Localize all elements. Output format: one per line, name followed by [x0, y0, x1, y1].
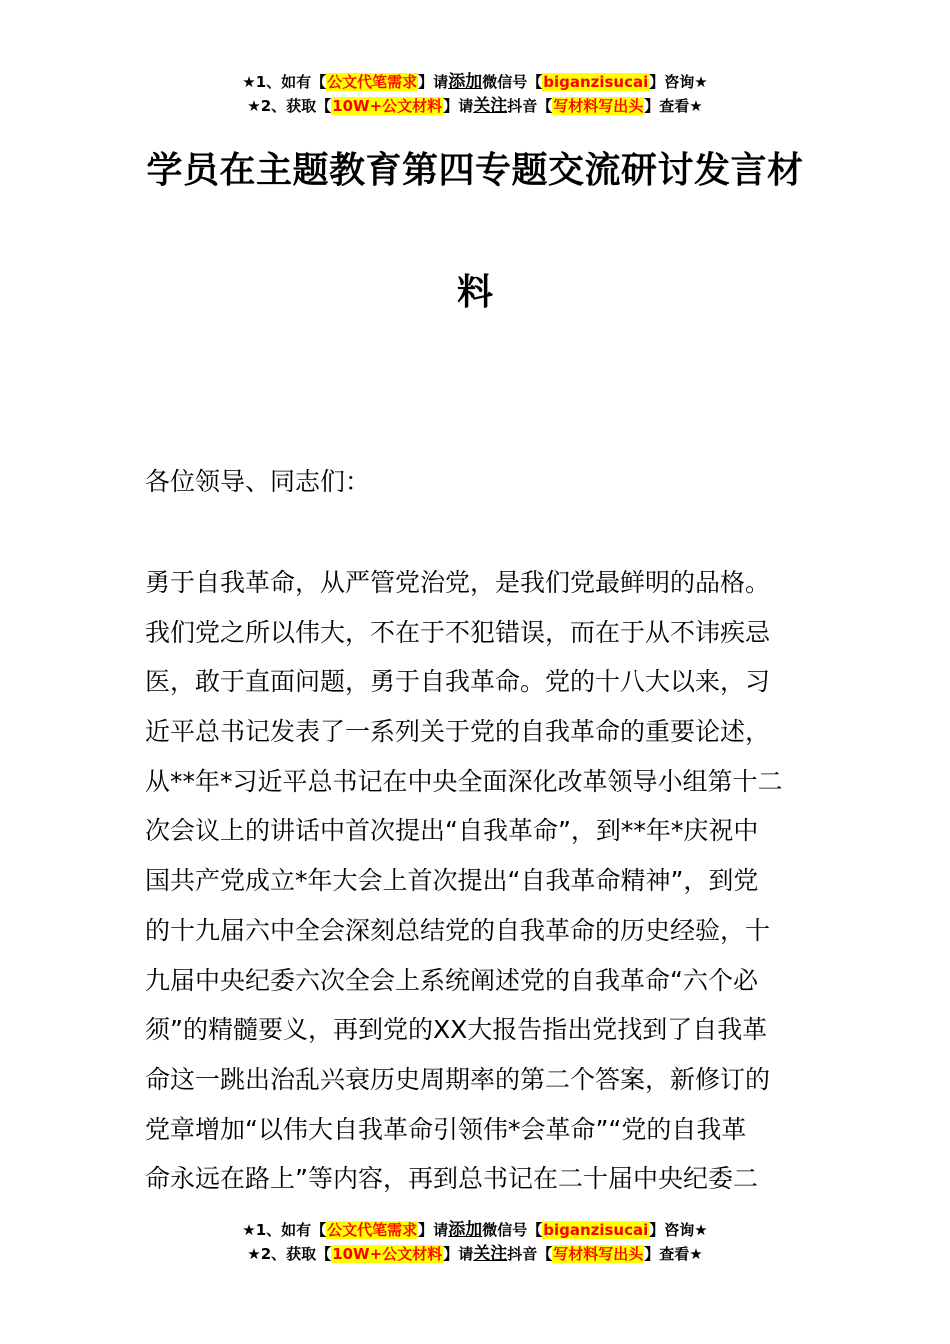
body-line: 医，敢于直面问题，勇于自我革命。党的十八大以来，习 [145, 667, 771, 697]
promo-highlight: 公文代笔需求 [327, 1221, 418, 1239]
promo-text: 】咨询★ [649, 1221, 708, 1239]
greeting: 各位领导、同志们： [145, 467, 371, 496]
body-line: 命这一跳出治乱兴衰历史周期率的第二个答案，新修订的 [145, 1064, 771, 1094]
promo-text: ★1、如有【 [242, 1221, 327, 1239]
promo-text: 】请 [418, 73, 449, 91]
promo-text: 】查看★ [644, 97, 703, 115]
body-line: 党章增加“以伟大自我革命引领伟*会革命”“党的自我革 [145, 1114, 747, 1144]
promo-text: 】请 [418, 1221, 449, 1239]
promo-highlight: 10W+公文材料 [332, 1245, 443, 1263]
promo-text: 微信号【 [482, 1221, 543, 1239]
body-line: 我们党之所以伟大，不在于不犯错误，而在于从不讳疾忌 [145, 617, 771, 647]
promo-text: 】请 [443, 1245, 474, 1263]
promo-text: 抖音【 [507, 1245, 553, 1263]
body-line: 命永远在路上”等内容，再到总书记在二十届中央纪委二 [145, 1164, 758, 1194]
body-line: 次会议上的讲话中首次提出“自我革命”，到**年*庆祝中 [145, 816, 759, 846]
promo-text: 抖音【 [507, 97, 553, 115]
promo-line-2 [0, 94, 950, 118]
header-promo [0, 70, 950, 118]
document-title: 学员在主题教育第四专题交流研讨发言材 [146, 150, 804, 191]
promo-highlight: 10W+公文材料 [332, 97, 443, 115]
body-line: 国共产党成立*年大会上首次提出“自我革命精神”，到党 [145, 866, 759, 896]
body-line: 近平总书记发表了一系列关于党的自我革命的重要论述， [145, 717, 771, 747]
promo-text: ★1、如有【 [242, 73, 327, 91]
body-line: 须”的精髓要义，再到党的XX大报告指出党找到了自我革 [145, 1015, 768, 1045]
promo-highlight: biganzisucai [543, 1221, 649, 1239]
promo-underline: 添加 [448, 1220, 483, 1240]
promo-highlight: 公文代笔需求 [327, 73, 418, 91]
promo-highlight: biganzisucai [543, 73, 649, 91]
promo-line-2 [0, 1242, 950, 1266]
promo-text: ★2、获取【 [247, 1245, 332, 1263]
promo-underline: 关注 [473, 1244, 508, 1264]
promo-text: 】查看★ [644, 1245, 703, 1263]
promo-text: 】请 [443, 97, 474, 115]
body-line: 的十九届六中全会深刻总结党的自我革命的历史经验，十 [145, 915, 771, 945]
promo-text: ★2、获取【 [247, 97, 332, 115]
promo-highlight: 写材料写出头 [553, 1245, 644, 1263]
promo-underline: 关注 [473, 96, 508, 116]
footer-promo [0, 1218, 950, 1266]
body-paragraph [145, 558, 807, 1204]
document-title-continued: 料 [456, 272, 493, 313]
promo-text: 微信号【 [482, 73, 543, 91]
body-line: 勇于自我革命，从严管党治党，是我们党最鲜明的品格。 [145, 568, 771, 597]
promo-text: 】咨询★ [649, 73, 708, 91]
body-line: 从**年*习近平总书记在中央全面深化改革领导小组第十二 [145, 766, 783, 796]
promo-underline: 添加 [448, 72, 483, 92]
promo-line-1 [0, 1218, 950, 1242]
promo-line-1 [0, 70, 950, 94]
body-line: 九届中央纪委六次全会上系统阐述党的自我革命“六个必 [145, 965, 758, 995]
promo-highlight: 写材料写出头 [553, 97, 644, 115]
